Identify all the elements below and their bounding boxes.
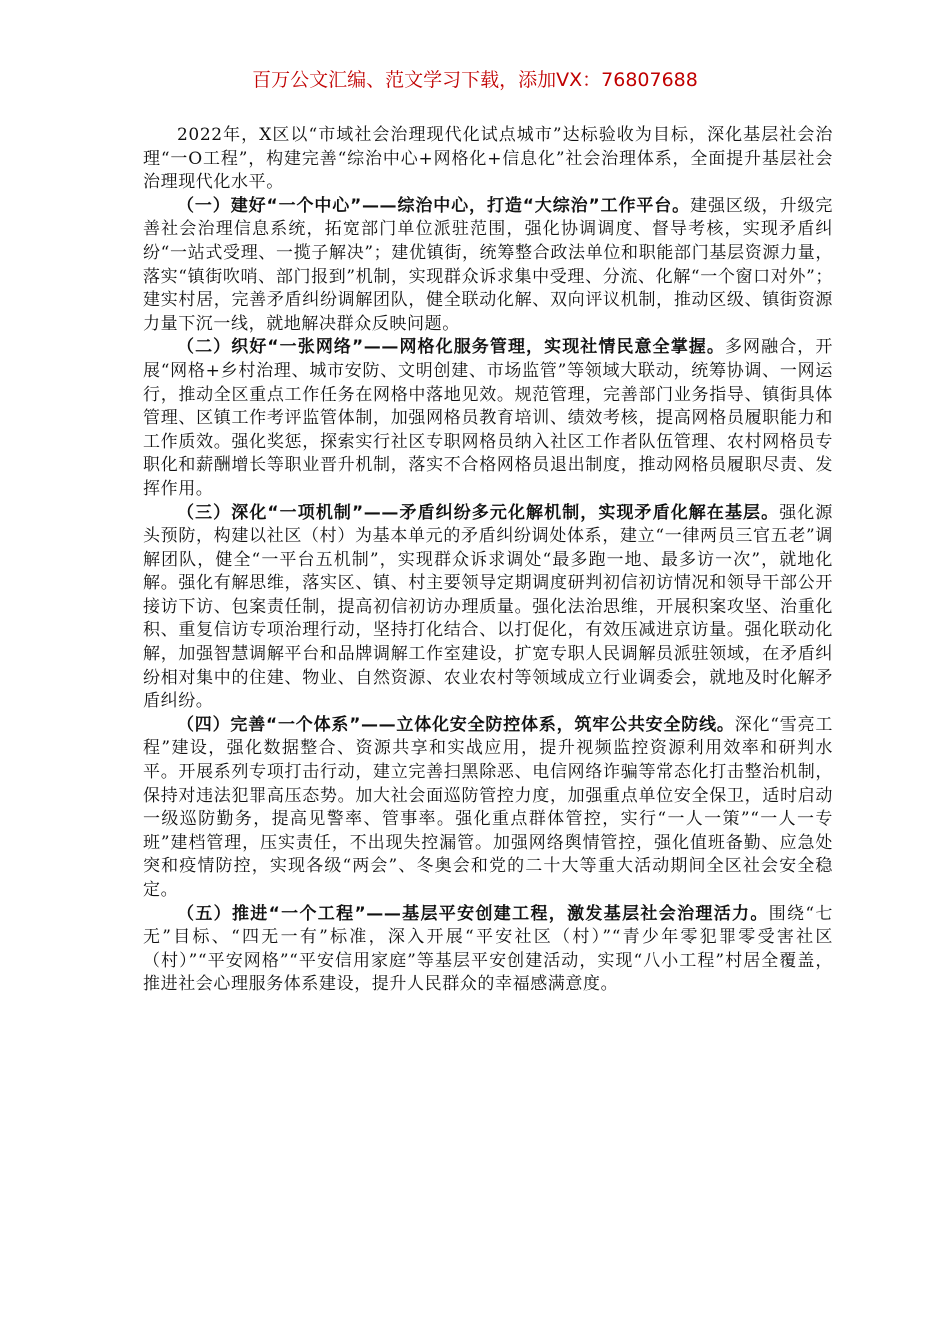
section-paragraph-4 <box>143 714 833 903</box>
section-heading-5: （五）推进“一个工程”——基层平安创建工程，激发基层社会治理活力。 <box>177 903 769 924</box>
section-paragraph-1 <box>143 195 833 337</box>
section-body-3: 强化源头预防，构建以社区（村）为基本单元的矛盾纠纷调处体系，建立“一律两员三官五老”调解团队，健全“一平台五机制”，实现群众诉求调处“最多跑一地、最多访一次”，就地化解。强化有解思维，落实区、镇、村主要领导定期调度研判初信初访情况和领导干部公开接访下访、包案责任制，提高初信初访办理质量。强化法治思维，开展积案攻坚、治重化积、重复信访专项治理行动，坚持打化结合、以打促化，有效压减进京访量。强化联动化解，加强智慧调解平台和品牌调解工作室建设，扩宽专职人民调解员派驻领域，在矛盾纠纷相对集中的住建、物业、自然资源、农业农村等领域成立行业调委会，就地及时化解矛盾纠纷。 <box>143 502 833 712</box>
section-heading-1: （一）建好“一个中心”——综治中心，打造“大综治”工作平台。 <box>177 195 691 216</box>
section-body-1: 建强区级，升级完善社会治理信息系统，拓宽部门单位派驻范围，强化协调调度、督导考核，实现矛盾纠纷“一站式受理、一揽子解决”；建优镇街，统筹整合政法单位和职能部门基层资源力量，落实“镇街吹哨、部门报到”机制，实现群众诉求集中受理、分流、化解“一个窗口对外”；建实村居，完善矛盾纠纷调解团队，健全联动化解、双向评议机制，推动区级、镇街资源力量下沉一线，就地解决群众反映问题。 <box>143 195 833 334</box>
section-heading-2: （二）织好“一张网络”——网格化服务管理，实现社情民意全掌握。 <box>177 337 725 358</box>
section-heading-4: （四）完善“一个体系”——立体化安全防控体系，筑牢公共安全防线。 <box>177 714 735 735</box>
promo-header: 百万公文汇编、范文学习下载，添加VX：76807688 <box>252 69 698 91</box>
section-body-4: 深化“雪亮工程”建设，强化数据整合、资源共享和实战应用，提升视频监控资源利用效率和研判水平。开展系列专项打击行动，建立完善扫黑除恶、电信网络诈骗等常态化打击整治机制，保持对违法犯罪高压态势。加大社会面巡防管控力度，加强重点单位安全保卫，适时启动一级巡防勤务，提高见警率、管事率。强化重点群体管控，实行“一人一策”“一人一专班”建档管理，压实责任，不出现失控漏管。加强网络舆情管控，强化值班备勤、应急处突和疫情防控，实现各级“两会”、冬奥会和党的二十大等重大活动期间全区社会安全稳定。 <box>143 714 834 900</box>
section-body-5: 围绕“七无”目标、“四无一有”标准，深入开展“平安社区（村）”“青少年零犯罪零受害社区（村）”“平安网格”“平安信用家庭”等基层平安创建活动，实现“八小工程”村居全覆盖，推进社会心理服务体系建设，提升人民群众的幸福感满意度。 <box>143 903 833 995</box>
section-paragraph-3 <box>143 502 833 714</box>
section-paragraph-2 <box>143 336 833 501</box>
section-body-2: 多网融合，开展“网格+乡村治理、城市安防、文明创建、市场监管”等领域大联动，统筹协调、一网运行，推动全区重点工作任务在网格中落地见效。规范管理，完善部门业务指导、镇街具体管理、区镇工作考评监管体制，加强网格员教育培训、绩效考核，提高网格员履职能力和工作质效。强化奖惩，探索实行社区专职网格员纳入社区工作者队伍管理、农村网格员专职化和薪酬增长等职业晋升机制，落实不合格网格员退出制度，推动网格员履职尽责、发挥作用。 <box>143 337 833 499</box>
document-body <box>143 124 833 997</box>
section-paragraph-5 <box>143 903 833 997</box>
section-heading-3: （三）深化“一项机制”——矛盾纠纷多元化解机制，实现矛盾化解在基层。 <box>177 502 780 523</box>
intro-paragraph: 2022年，X区以“市域社会治理现代化试点城市”达标验收为目标，深化基层社会治理“一O工程”，构建完善“综治中心+网格化+信息化”社会治理体系，全面提升基层社会治理现代化水平。 <box>143 125 833 193</box>
